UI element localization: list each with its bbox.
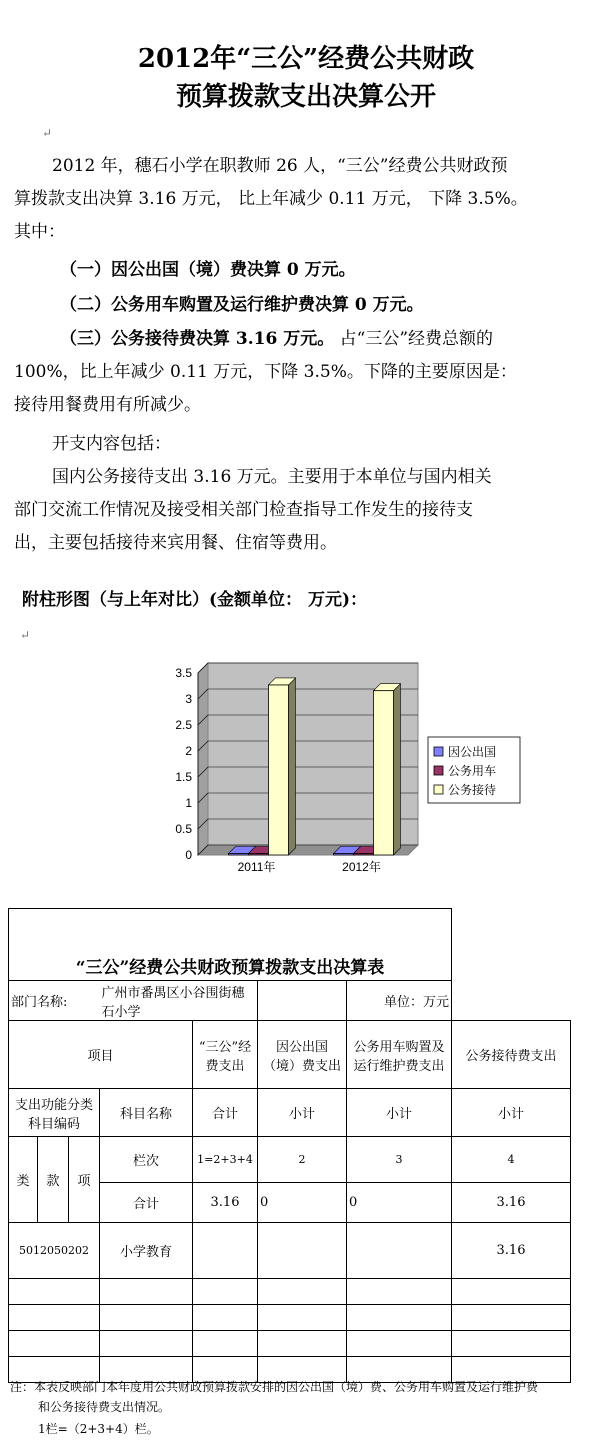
bar-1-1 bbox=[229, 854, 249, 856]
intro-line1: 2012 年，穗石小学在职教师 26 人，“三公”经费公共财政预 bbox=[52, 156, 508, 176]
empty-cell bbox=[347, 1331, 452, 1357]
lanci-3: 3 bbox=[347, 1137, 452, 1183]
item3-line3: 接待用餐费用有所减少。 bbox=[14, 395, 201, 415]
item1-text: （一）因公出国（境）费决算 0 万元。 bbox=[60, 260, 356, 280]
item3-bold: （三）公务接待费决算 3.16 万元。 bbox=[60, 329, 335, 349]
empty-cell bbox=[9, 1279, 100, 1305]
empty-cell bbox=[9, 1331, 100, 1357]
intro-line3: 其中： bbox=[14, 222, 65, 242]
content-intro: 开支内容包括： bbox=[52, 434, 171, 454]
empty-cell bbox=[100, 1331, 193, 1357]
header-sub2: 小计 bbox=[347, 1089, 452, 1137]
row-abroad-cell bbox=[258, 1223, 347, 1279]
row-sum-cell bbox=[193, 1223, 258, 1279]
y-tick-label: 0.5 bbox=[175, 822, 192, 836]
doc-title-line2: 预算拨款支出决算公开 bbox=[175, 82, 436, 112]
bar-side bbox=[289, 678, 296, 855]
empty-cell bbox=[193, 1305, 258, 1331]
legend-label: 公务用车 bbox=[448, 764, 497, 778]
xiang-label: 项 bbox=[69, 1137, 100, 1223]
x-tick-label: 2012年 bbox=[342, 860, 381, 874]
bar-2-2 bbox=[354, 854, 374, 856]
empty-cell bbox=[100, 1279, 193, 1305]
content-line3: 出，主要包括接待来宾用餐、住宿等费用。 bbox=[14, 533, 337, 553]
empty-cell bbox=[452, 1305, 571, 1331]
y-tick-label: 1.5 bbox=[175, 770, 192, 784]
y-tick-label: 2.5 bbox=[175, 718, 192, 732]
legend-label: 公务接待 bbox=[448, 783, 497, 797]
paragraph-mark-icon: ↵ bbox=[20, 628, 31, 642]
lei-label: 类 bbox=[9, 1137, 38, 1223]
heji-4: 3.16 bbox=[452, 1183, 571, 1223]
kuan-label: 款 bbox=[38, 1137, 69, 1223]
subject-cell: 小学教育 bbox=[100, 1223, 193, 1279]
bar-chart bbox=[160, 655, 530, 880]
y-tick-label: 3 bbox=[185, 692, 192, 706]
bar-side bbox=[394, 684, 401, 855]
empty-cell bbox=[452, 1279, 571, 1305]
header-sum: 合计 bbox=[193, 1089, 258, 1137]
lanci-4: 4 bbox=[452, 1137, 571, 1183]
table-title: “三公”经费公共财政预算拨款支出决算表 bbox=[9, 951, 452, 981]
bar-3-2 bbox=[374, 691, 394, 855]
note-line3: 1栏=（2+3+4）栏。 bbox=[38, 1422, 159, 1436]
header-subject: 科目名称 bbox=[100, 1089, 193, 1137]
header-abroad: 因公出国（境）费支出 bbox=[258, 1021, 347, 1089]
table-top-cell bbox=[9, 909, 452, 951]
doc-title-line1: 2012年“三公”经费公共财政 bbox=[137, 44, 475, 74]
unit-label: 单位：万元 bbox=[347, 981, 452, 1021]
dept-empty-cell bbox=[258, 981, 347, 1021]
empty-cell bbox=[193, 1331, 258, 1357]
dept-label: 部门名称: bbox=[9, 981, 100, 1021]
empty-cell bbox=[258, 1279, 347, 1305]
empty-cell bbox=[347, 1279, 452, 1305]
row-car-cell bbox=[347, 1223, 452, 1279]
chart-svg bbox=[160, 655, 530, 880]
bar-2-1 bbox=[249, 854, 269, 856]
dept-name: 广州市番禺区小谷围街穗石小学 bbox=[100, 981, 258, 1021]
intro-line2: 算拨款支出决算 3.16 万元， 比上年减少 0.11 万元， 下降 3.5%。 bbox=[14, 189, 528, 209]
chart-side-wall bbox=[198, 663, 208, 855]
legend-swatch bbox=[434, 785, 443, 794]
empty-cell bbox=[258, 1331, 347, 1357]
empty-cell bbox=[193, 1279, 258, 1305]
x-tick-label: 2011年 bbox=[237, 860, 276, 874]
empty-cell bbox=[258, 1305, 347, 1331]
item3-line2: 100%，比上年减少 0.11 万元，下降 3.5%。下降的主要原因是： bbox=[14, 362, 517, 382]
y-tick-label: 0 bbox=[185, 848, 192, 862]
lanci-label: 栏次 bbox=[100, 1137, 193, 1183]
paragraph-mark-icon: ↵ bbox=[42, 126, 53, 140]
empty-cell bbox=[452, 1331, 571, 1357]
bar-1-2 bbox=[334, 854, 354, 856]
item3-line1 bbox=[60, 323, 493, 356]
item2-text: （二）公务用车购置及运行维护费决算 0 万元。 bbox=[60, 295, 424, 315]
content-line2: 部门交流工作情况及接受相关部门检查指导工作发生的接待支 bbox=[14, 500, 473, 520]
legend-swatch bbox=[434, 747, 443, 756]
heji-label: 合计 bbox=[100, 1183, 193, 1223]
heji-1: 3.16 bbox=[193, 1183, 258, 1223]
chart-caption: 附柱形图（与上年对比）(金额单位： 万元)： bbox=[22, 590, 368, 610]
row-reception-cell: 3.16 bbox=[452, 1223, 571, 1279]
lanci-2: 2 bbox=[258, 1137, 347, 1183]
empty-cell bbox=[9, 1305, 100, 1331]
bar-3-1 bbox=[269, 685, 289, 855]
header-reception: 公务接待费支出 bbox=[452, 1021, 571, 1089]
note-line2: 和公务接待费支出情况。 bbox=[38, 1400, 171, 1414]
y-tick-label: 1 bbox=[185, 796, 192, 810]
header-sub1: 小计 bbox=[258, 1089, 347, 1137]
header-code: 支出功能分类科目编码 bbox=[9, 1089, 100, 1137]
code-cell: 5012050202 bbox=[9, 1223, 100, 1279]
header-sub3: 小计 bbox=[452, 1089, 571, 1137]
header-car: 公务用车购置及运行维护费支出 bbox=[347, 1021, 452, 1089]
item3-rest: 占“三公”经费总额的 bbox=[339, 329, 494, 349]
lanci-1: 1=2+3+4 bbox=[193, 1137, 258, 1183]
budget-table bbox=[8, 908, 571, 1383]
empty-cell bbox=[100, 1305, 193, 1331]
heji-3: 0 bbox=[347, 1183, 452, 1223]
header-total: “三公”经费支出 bbox=[193, 1021, 258, 1089]
content-line1: 国内公务接待支出 3.16 万元。主要用于本单位与国内相关 bbox=[52, 467, 492, 487]
empty-cell bbox=[347, 1305, 452, 1331]
legend-label: 因公出国 bbox=[448, 745, 497, 759]
heji-2: 0 bbox=[258, 1183, 347, 1223]
y-tick-label: 3.5 bbox=[175, 666, 192, 680]
header-item: 项目 bbox=[9, 1021, 193, 1089]
note-line1: 注：本表反映部门本年度用公共财政预算拨款安排的因公出国（境）费、公务用车购置及运行维护费 bbox=[10, 1380, 539, 1394]
legend-swatch bbox=[434, 766, 443, 775]
y-tick-label: 2 bbox=[185, 744, 192, 758]
